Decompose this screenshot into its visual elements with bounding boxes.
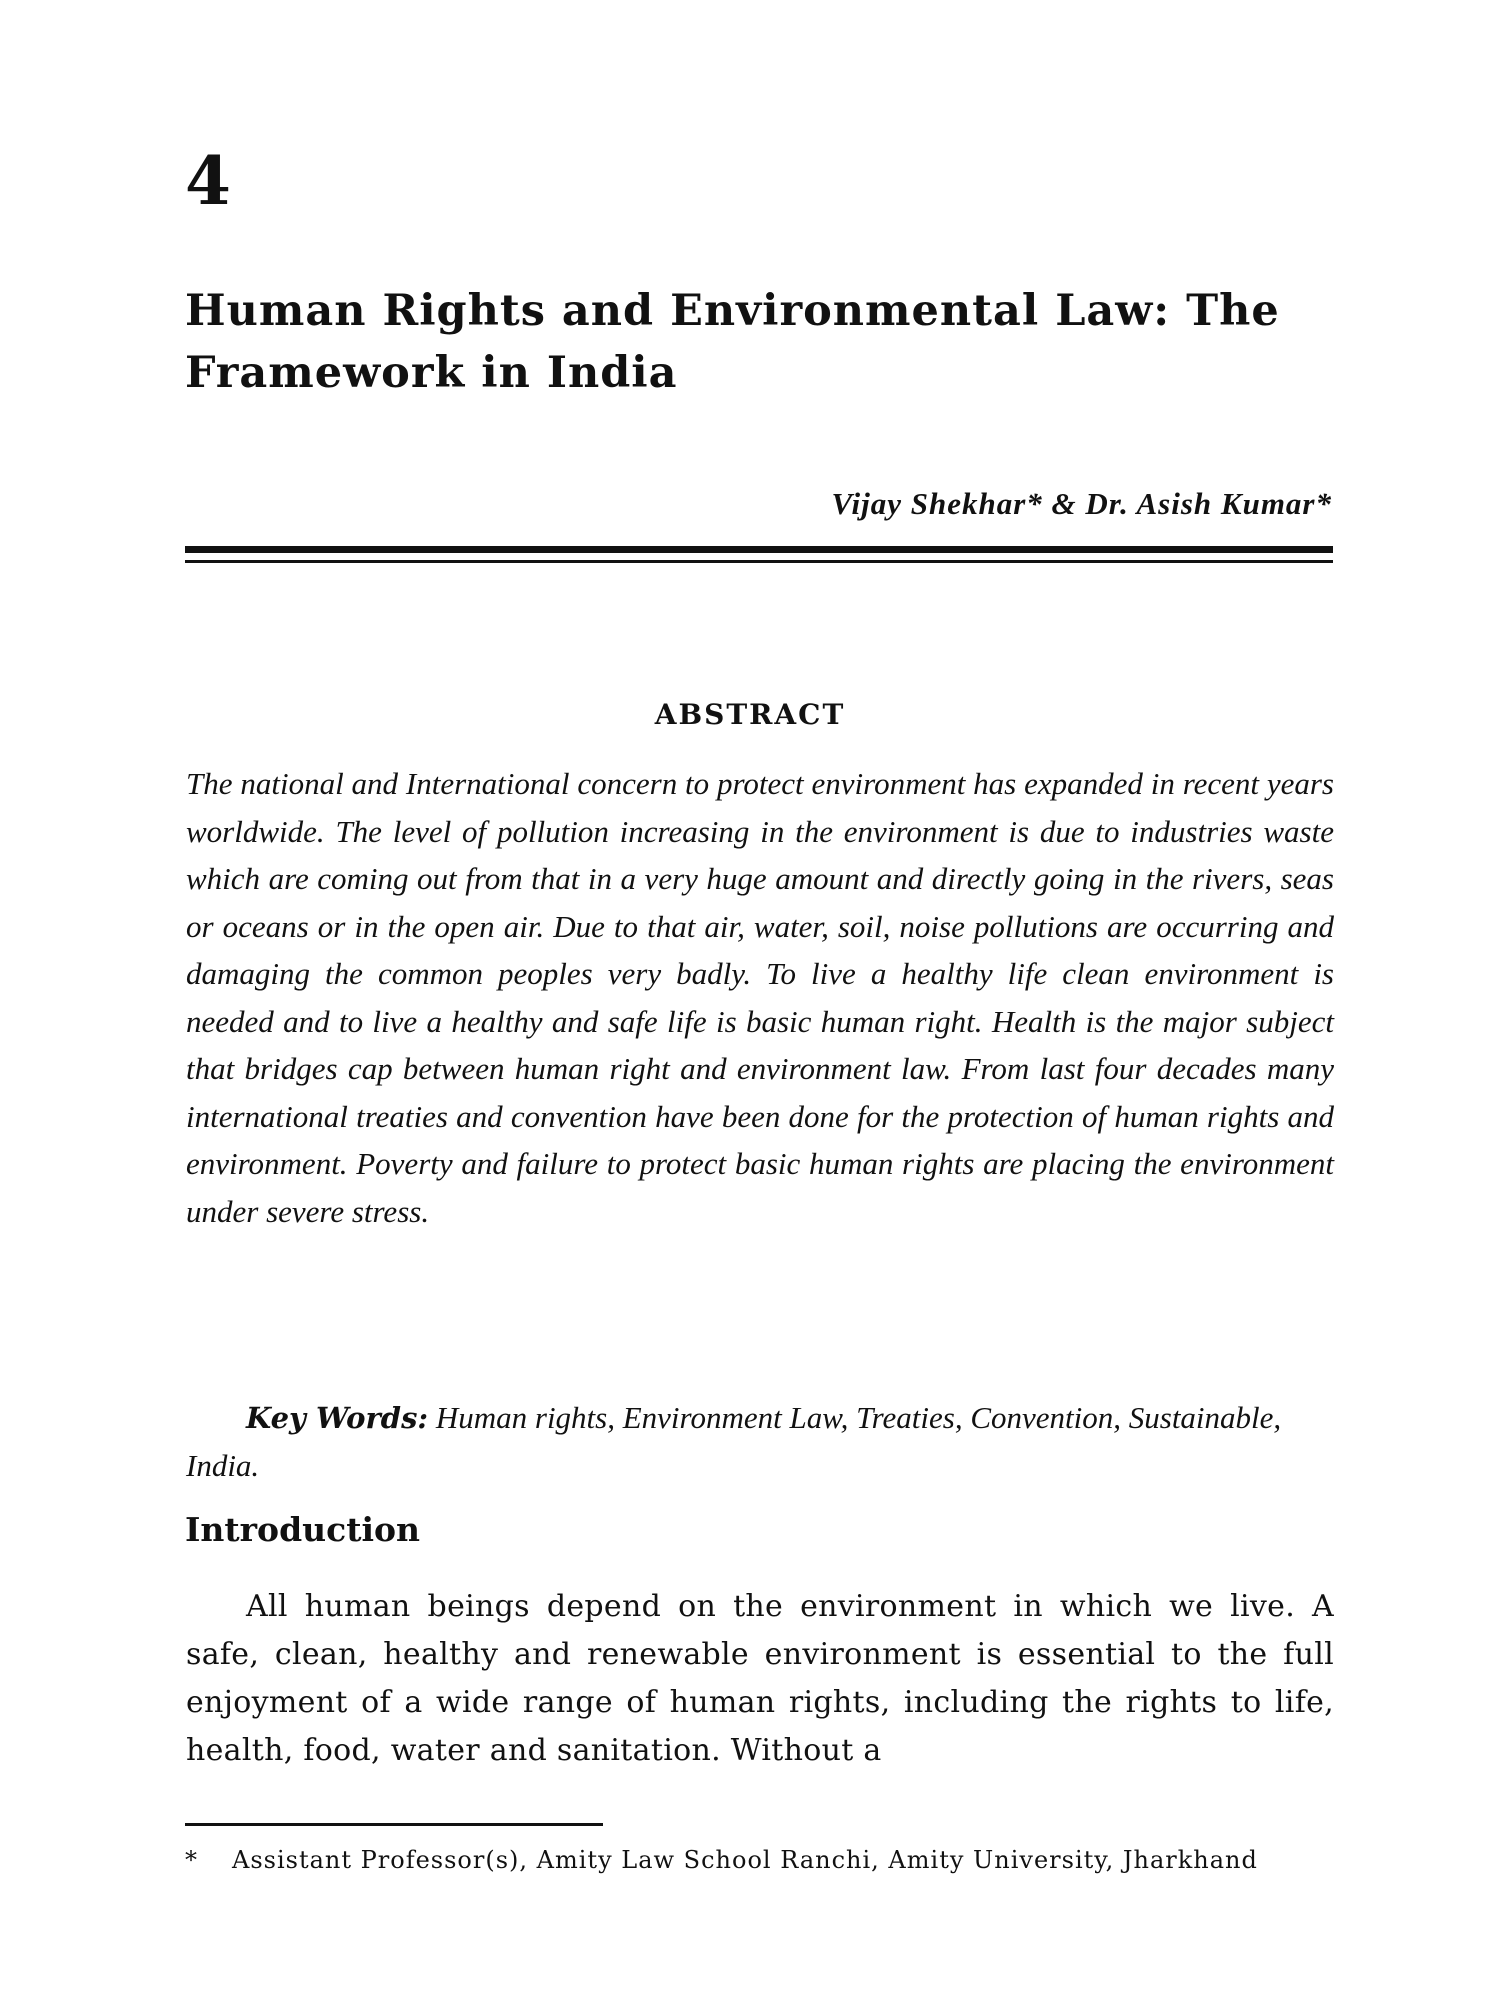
introduction-heading: Introduction xyxy=(185,1510,421,1549)
keywords-paragraph xyxy=(186,1394,1334,1489)
chapter-number: 4 xyxy=(185,142,231,220)
keywords-label: Key Words: xyxy=(246,1401,429,1435)
footnote-rule xyxy=(185,1823,603,1826)
keywords-list: Human rights, Environment Law, Treaties, Convention, Sustainable, India. xyxy=(186,1400,1282,1483)
footnote-marker: * xyxy=(185,1846,198,1874)
title-rule-thin xyxy=(185,560,1333,563)
footnote-text: Assistant Professor(s), Amity Law School Ranchi, Amity University, Jharkhand xyxy=(232,1846,1258,1874)
abstract-heading: ABSTRACT xyxy=(654,698,846,731)
chapter-title: Human Rights and Environmental Law: The Framework in India xyxy=(185,286,1280,398)
abstract-text: The national and International concern to protect environment has expanded in recent years worldwide. The level of pollution increasing in the environment is due to industries waste which are coming out from that in a very huge amount and directly going in the rivers, seas or oceans or in the open air. Due to that air, water, soil, noise pollutions are occurring and damaging the common peoples very badly. To live a healthy life clean environment is needed and to live a healthy and safe life is basic human right. Health is the major subject that bridges cap between human right and environment law. From last four decades many international treaties and convention have been done for the protection of human rights and environment. Poverty and failure to protect basic human rights are placing the environment under severe stress. xyxy=(186,766,1334,1229)
title-rule-thick xyxy=(185,546,1333,553)
introduction-text: All human beings depend on the environment in which we live. A safe, clean, healthy and renewable environment is essential to the full enjoyment of a wide range of human rights, including the rights to life, health, food, water and sanitation. Without a xyxy=(186,1589,1334,1768)
footnote xyxy=(185,1842,1335,1879)
authors-line: Vijay Shekhar* & Dr. Asish Kumar* xyxy=(831,486,1332,521)
